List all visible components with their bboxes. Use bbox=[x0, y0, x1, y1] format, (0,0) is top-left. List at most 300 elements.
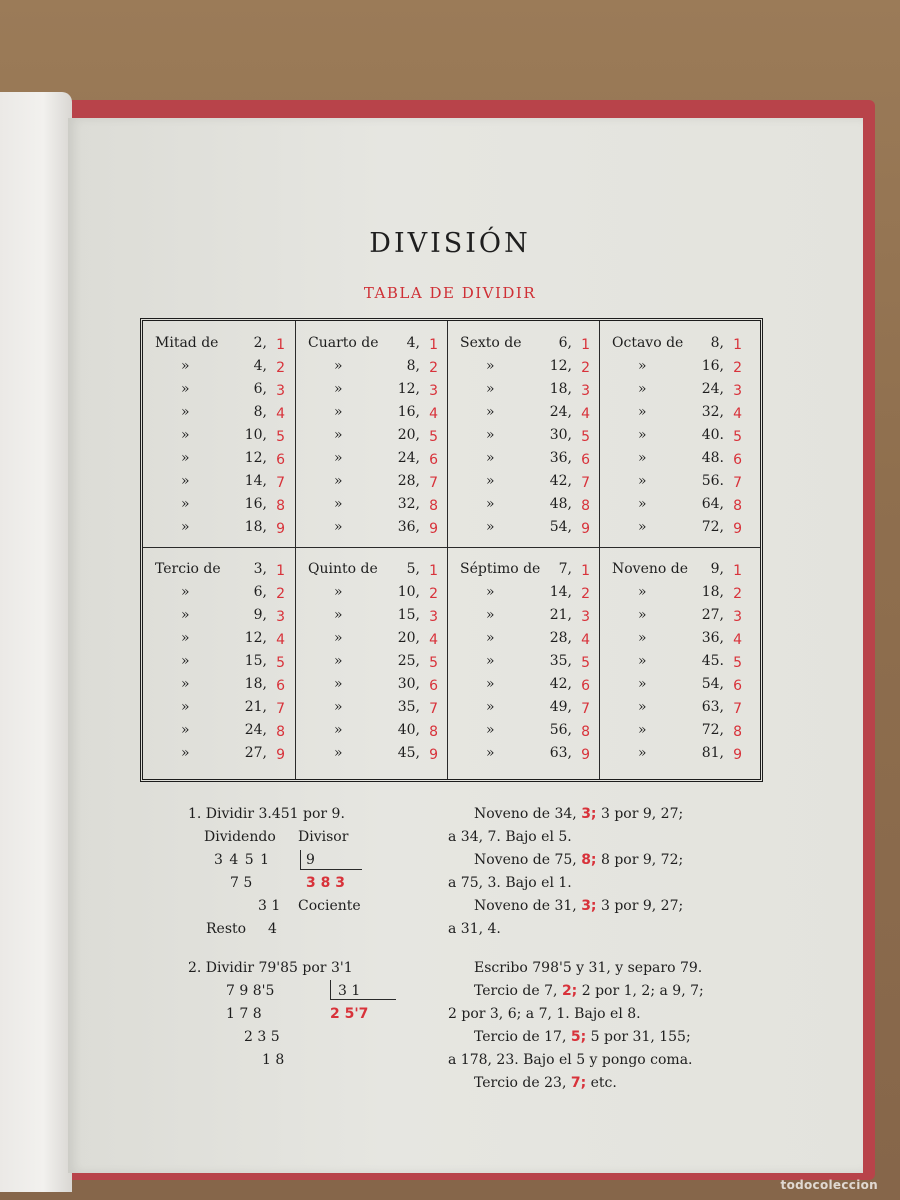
ditto-mark: » bbox=[181, 722, 190, 738]
ditto-mark: » bbox=[334, 745, 343, 761]
table-row bbox=[296, 519, 446, 543]
table-row bbox=[600, 561, 750, 585]
table-row bbox=[600, 630, 750, 654]
quotient-value: 7 bbox=[733, 475, 742, 491]
explanation-line bbox=[474, 1075, 617, 1091]
explanation-line bbox=[474, 806, 683, 822]
ditto-mark: » bbox=[638, 404, 647, 420]
table-row bbox=[143, 699, 293, 723]
table-row bbox=[143, 335, 293, 359]
explanation-text: Tercio de 17, bbox=[474, 1029, 567, 1045]
table-cell bbox=[600, 561, 750, 787]
table-row bbox=[600, 519, 750, 543]
quotient-value: 5 bbox=[429, 429, 438, 445]
ditto-mark: » bbox=[638, 699, 647, 715]
ditto-mark: » bbox=[181, 381, 190, 397]
explanation-line bbox=[474, 960, 702, 976]
example2-quotient: 2 5'7 bbox=[330, 1006, 369, 1022]
ditto-mark: » bbox=[181, 676, 190, 692]
dividend-value: 36, bbox=[701, 630, 724, 646]
table-row bbox=[448, 584, 598, 608]
quotient-value: 8 bbox=[429, 724, 438, 740]
explanation-quotient-digit: 3; bbox=[581, 898, 597, 914]
dividend-value: 8, bbox=[406, 358, 420, 374]
dividend-value: 18, bbox=[701, 584, 724, 600]
example2-dividend: 7 9 8'5 bbox=[226, 983, 275, 999]
ditto-mark: » bbox=[638, 653, 647, 669]
quotient-value: 7 bbox=[581, 701, 590, 717]
dividend-value: 63, bbox=[549, 745, 572, 761]
table-row bbox=[296, 699, 446, 723]
table-row bbox=[296, 496, 446, 520]
dividend-value: 27, bbox=[701, 607, 724, 623]
quotient-value: 2 bbox=[581, 360, 590, 376]
dividend-value: 27, bbox=[244, 745, 267, 761]
ditto-mark: » bbox=[181, 404, 190, 420]
ditto-mark: » bbox=[638, 722, 647, 738]
dividend-value: 30, bbox=[549, 427, 572, 443]
quotient-value: 6 bbox=[429, 452, 438, 468]
table-row bbox=[296, 722, 446, 746]
dividend-value: 42, bbox=[549, 473, 572, 489]
table-row bbox=[448, 519, 598, 543]
dividend-value: 7, bbox=[558, 561, 572, 577]
ditto-mark: » bbox=[486, 699, 495, 715]
table-row bbox=[600, 676, 750, 700]
explanation-text: Escribo 798'5 y 31, y separo 79. bbox=[474, 960, 703, 976]
table-row bbox=[143, 722, 293, 746]
ditto-mark: » bbox=[638, 519, 647, 535]
example1-divisor: 9 bbox=[306, 852, 315, 868]
dividend-value: 32, bbox=[701, 404, 724, 420]
explanation-line bbox=[474, 852, 683, 868]
dividend-value: 21, bbox=[549, 607, 572, 623]
dividend-value: 21, bbox=[244, 699, 267, 715]
table-row bbox=[143, 584, 293, 608]
dividendo-label: Dividendo bbox=[204, 829, 276, 845]
table-row bbox=[600, 381, 750, 405]
explanation-line bbox=[474, 983, 704, 999]
dividend-value: 54, bbox=[701, 676, 724, 692]
quotient-value: 9 bbox=[581, 521, 590, 537]
table-row bbox=[143, 745, 293, 769]
table-row bbox=[143, 404, 293, 428]
table-row bbox=[448, 473, 598, 497]
dividend-value: 72, bbox=[701, 519, 724, 535]
quotient-value: 3 bbox=[581, 383, 590, 399]
dividend-value: 45. bbox=[701, 653, 724, 669]
quotient-value: 1 bbox=[429, 563, 438, 579]
table-row bbox=[448, 607, 598, 631]
quotient-value: 9 bbox=[733, 521, 742, 537]
dividend-value: 54, bbox=[549, 519, 572, 535]
ditto-mark: » bbox=[486, 676, 495, 692]
quotient-value: 8 bbox=[429, 498, 438, 514]
table-row bbox=[296, 473, 446, 497]
ditto-mark: » bbox=[334, 584, 343, 600]
quotient-value: 6 bbox=[429, 678, 438, 694]
example1-dividend: 3 4 5 1 bbox=[214, 852, 270, 868]
table-cell-label: Mitad de bbox=[155, 335, 219, 351]
dividend-value: 32, bbox=[397, 496, 420, 512]
example2-divisor: 3 1 bbox=[338, 983, 361, 999]
table-row bbox=[448, 427, 598, 451]
table-row bbox=[296, 607, 446, 631]
ditto-mark: » bbox=[486, 584, 495, 600]
watermark-text: todocoleccion bbox=[780, 1178, 878, 1192]
quotient-value: 7 bbox=[429, 701, 438, 717]
example1-step1: 7 5 bbox=[230, 875, 253, 891]
explanation-text: Tercio de 7, bbox=[474, 983, 558, 999]
ditto-mark: » bbox=[334, 722, 343, 738]
example1-bracket-vertical bbox=[300, 850, 301, 870]
ditto-mark: » bbox=[638, 427, 647, 443]
ditto-mark: » bbox=[334, 607, 343, 623]
dividend-value: 3, bbox=[253, 561, 267, 577]
dividend-value: 14, bbox=[244, 473, 267, 489]
page-subtitle: TABLA DE DIVIDIR bbox=[363, 284, 537, 302]
table-cell-label: Séptimo de bbox=[460, 561, 541, 577]
table-row bbox=[143, 381, 293, 405]
explanation-line bbox=[474, 1029, 691, 1045]
ditto-mark: » bbox=[181, 630, 190, 646]
quotient-value: 8 bbox=[733, 724, 742, 740]
table-row bbox=[600, 404, 750, 428]
table-row bbox=[448, 630, 598, 654]
table-row bbox=[448, 699, 598, 723]
example2-bracket-horizontal bbox=[330, 999, 396, 1000]
example2-heading: 2. Dividir 79'85 por 3'1 bbox=[188, 960, 353, 976]
ditto-mark: » bbox=[486, 358, 495, 374]
quotient-value: 1 bbox=[276, 337, 285, 353]
ditto-mark: » bbox=[486, 607, 495, 623]
dividend-value: 25, bbox=[397, 653, 420, 669]
ditto-mark: » bbox=[638, 676, 647, 692]
explanation-quotient-digit: 3; bbox=[581, 806, 597, 822]
ditto-mark: » bbox=[486, 450, 495, 466]
ditto-mark: » bbox=[181, 745, 190, 761]
explanation-text: 2 por 1, 2; a 9, 7; bbox=[581, 983, 704, 999]
quotient-value: 9 bbox=[276, 521, 285, 537]
ditto-mark: » bbox=[181, 699, 190, 715]
ditto-mark: » bbox=[638, 745, 647, 761]
quotient-value: 2 bbox=[429, 586, 438, 602]
dividend-value: 40. bbox=[701, 427, 724, 443]
table-row bbox=[296, 335, 446, 359]
explanation-text: a 34, 7. Bajo el 5. bbox=[448, 829, 572, 845]
ditto-mark: » bbox=[486, 473, 495, 489]
quotient-value: 1 bbox=[429, 337, 438, 353]
explanation-text: 5 por 31, 155; bbox=[590, 1029, 691, 1045]
quotient-value: 8 bbox=[581, 498, 590, 514]
explanation-quotient-digit: 7; bbox=[570, 1075, 587, 1091]
ditto-mark: » bbox=[334, 676, 343, 692]
quotient-value: 9 bbox=[276, 747, 285, 763]
table-cell bbox=[296, 561, 446, 787]
quotient-value: 3 bbox=[276, 609, 285, 625]
quotient-value: 8 bbox=[733, 498, 742, 514]
divisor-label: Divisor bbox=[298, 829, 349, 845]
quotient-value: 5 bbox=[581, 655, 590, 671]
quotient-value: 2 bbox=[733, 586, 742, 602]
dividend-value: 64, bbox=[701, 496, 724, 512]
dividend-value: 6, bbox=[253, 584, 267, 600]
dividend-value: 28, bbox=[397, 473, 420, 489]
quotient-value: 7 bbox=[276, 475, 285, 491]
table-row bbox=[448, 358, 598, 382]
ditto-mark: » bbox=[638, 496, 647, 512]
dividend-value: 63, bbox=[701, 699, 724, 715]
table-row bbox=[143, 676, 293, 700]
dividend-value: 49, bbox=[549, 699, 572, 715]
example1-heading: 1. Dividir 3.451 por 9. bbox=[188, 806, 345, 822]
dividend-value: 12, bbox=[549, 358, 572, 374]
dividend-value: 40, bbox=[397, 722, 420, 738]
ditto-mark: » bbox=[334, 519, 343, 535]
quotient-value: 3 bbox=[581, 609, 590, 625]
ditto-mark: » bbox=[486, 404, 495, 420]
quotient-value: 6 bbox=[733, 678, 742, 694]
quotient-value: 8 bbox=[581, 724, 590, 740]
ditto-mark: » bbox=[181, 496, 190, 512]
quotient-value: 4 bbox=[733, 632, 742, 648]
quotient-value: 2 bbox=[276, 586, 285, 602]
ditto-mark: » bbox=[638, 630, 647, 646]
table-cell-label: Octavo de bbox=[612, 335, 684, 351]
ditto-mark: » bbox=[486, 519, 495, 535]
quotient-value: 1 bbox=[581, 563, 590, 579]
ditto-mark: » bbox=[638, 450, 647, 466]
ditto-mark: » bbox=[181, 584, 190, 600]
resto-label: Resto bbox=[206, 921, 247, 937]
dividend-value: 14, bbox=[549, 584, 572, 600]
quotient-value: 7 bbox=[429, 475, 438, 491]
table-row bbox=[143, 358, 293, 382]
explanation-text: a 75, 3. Bajo el 1. bbox=[448, 875, 572, 891]
table-row bbox=[600, 335, 750, 359]
table-cell-label: Quinto de bbox=[308, 561, 378, 577]
cociente-label: Cociente bbox=[298, 898, 361, 914]
explanation-text: Noveno de 34, bbox=[474, 806, 577, 822]
dividend-value: 12, bbox=[397, 381, 420, 397]
quotient-value: 6 bbox=[276, 678, 285, 694]
quotient-value: 3 bbox=[429, 383, 438, 399]
table-row bbox=[296, 561, 446, 585]
quotient-value: 7 bbox=[581, 475, 590, 491]
quotient-value: 1 bbox=[276, 563, 285, 579]
explanation-line bbox=[448, 1006, 641, 1022]
table-row bbox=[600, 699, 750, 723]
table-cell bbox=[600, 335, 750, 561]
ditto-mark: » bbox=[181, 653, 190, 669]
ditto-mark: » bbox=[334, 404, 343, 420]
ditto-mark: » bbox=[638, 381, 647, 397]
quotient-value: 5 bbox=[733, 429, 742, 445]
quotient-value: 4 bbox=[429, 406, 438, 422]
dividend-value: 20, bbox=[397, 427, 420, 443]
example1-quotient: 3 8 3 bbox=[306, 875, 345, 891]
explanation-text: Noveno de 75, bbox=[474, 852, 577, 868]
dividend-value: 24, bbox=[701, 381, 724, 397]
table-cell-label: Cuarto de bbox=[308, 335, 379, 351]
table-row bbox=[296, 653, 446, 677]
example1-step2: 3 1 bbox=[258, 898, 281, 914]
dividend-value: 9, bbox=[710, 561, 724, 577]
dividend-value: 24, bbox=[244, 722, 267, 738]
table-row bbox=[296, 630, 446, 654]
page-title: DIVISIÓN bbox=[369, 228, 531, 259]
table-row bbox=[600, 427, 750, 451]
table-row bbox=[143, 450, 293, 474]
table-cell-label: Tercio de bbox=[155, 561, 221, 577]
ditto-mark: » bbox=[486, 653, 495, 669]
dividend-value: 16, bbox=[701, 358, 724, 374]
dividend-value: 12, bbox=[244, 630, 267, 646]
table-row bbox=[448, 404, 598, 428]
table-row bbox=[448, 722, 598, 746]
quotient-value: 4 bbox=[276, 632, 285, 648]
quotient-value: 3 bbox=[276, 383, 285, 399]
quotient-value: 9 bbox=[429, 747, 438, 763]
explanation-quotient-digit: 5; bbox=[570, 1029, 587, 1045]
table-row bbox=[143, 473, 293, 497]
dividend-value: 42, bbox=[549, 676, 572, 692]
quotient-value: 4 bbox=[429, 632, 438, 648]
ditto-mark: » bbox=[638, 584, 647, 600]
ditto-mark: » bbox=[334, 699, 343, 715]
ditto-mark: » bbox=[334, 381, 343, 397]
explanation-text: 8 por 9, 72; bbox=[600, 852, 684, 868]
table-row bbox=[143, 607, 293, 631]
ditto-mark: » bbox=[334, 358, 343, 374]
dividend-value: 16, bbox=[397, 404, 420, 420]
quotient-value: 6 bbox=[581, 678, 590, 694]
quotient-value: 6 bbox=[276, 452, 285, 468]
quotient-value: 6 bbox=[733, 452, 742, 468]
dividend-value: 4, bbox=[253, 358, 267, 374]
table-cell bbox=[448, 335, 598, 561]
table-row bbox=[600, 358, 750, 382]
dividend-value: 20, bbox=[397, 630, 420, 646]
quotient-value: 4 bbox=[581, 632, 590, 648]
dividend-value: 10, bbox=[244, 427, 267, 443]
explanation-line bbox=[448, 875, 572, 891]
quotient-value: 1 bbox=[733, 563, 742, 579]
quotient-value: 5 bbox=[733, 655, 742, 671]
quotient-value: 3 bbox=[429, 609, 438, 625]
ditto-mark: » bbox=[486, 722, 495, 738]
dividend-value: 9, bbox=[253, 607, 267, 623]
dividend-value: 15, bbox=[397, 607, 420, 623]
ditto-mark: » bbox=[181, 473, 190, 489]
table-row bbox=[143, 519, 293, 543]
ditto-mark: » bbox=[638, 358, 647, 374]
quotient-value: 4 bbox=[581, 406, 590, 422]
table-row bbox=[600, 722, 750, 746]
dividend-value: 81, bbox=[701, 745, 724, 761]
quotient-value: 2 bbox=[581, 586, 590, 602]
explanation-line bbox=[448, 1052, 693, 1068]
ditto-mark: » bbox=[181, 607, 190, 623]
ditto-mark: » bbox=[181, 450, 190, 466]
table-cell bbox=[143, 561, 293, 787]
table-row bbox=[448, 450, 598, 474]
ditto-mark: » bbox=[486, 427, 495, 443]
ditto-mark: » bbox=[334, 473, 343, 489]
dividend-value: 18, bbox=[549, 381, 572, 397]
table-row bbox=[143, 561, 293, 585]
explanation-text: Tercio de 23, bbox=[474, 1075, 567, 1091]
explanation-quotient-digit: 2; bbox=[561, 983, 578, 999]
ditto-mark: » bbox=[486, 745, 495, 761]
quotient-value: 7 bbox=[276, 701, 285, 717]
dividend-value: 36, bbox=[397, 519, 420, 535]
table-row bbox=[296, 358, 446, 382]
ditto-mark: » bbox=[486, 496, 495, 512]
table-row bbox=[600, 450, 750, 474]
ditto-mark: » bbox=[181, 519, 190, 535]
table-cell bbox=[296, 335, 446, 561]
explanation-text: a 31, 4. bbox=[448, 921, 501, 937]
table-row bbox=[448, 561, 598, 585]
example1-bracket-horizontal bbox=[300, 869, 362, 870]
quotient-value: 6 bbox=[581, 452, 590, 468]
table-row bbox=[296, 584, 446, 608]
ditto-mark: » bbox=[181, 358, 190, 374]
explanation-quotient-digit: 8; bbox=[581, 852, 597, 868]
table-cell-label: Sexto de bbox=[460, 335, 522, 351]
dividend-value: 35, bbox=[397, 699, 420, 715]
explanation-text: 3 por 9, 27; bbox=[600, 898, 684, 914]
quotient-value: 1 bbox=[733, 337, 742, 353]
quotient-value: 2 bbox=[733, 360, 742, 376]
table-row bbox=[296, 745, 446, 769]
dividend-value: 48, bbox=[549, 496, 572, 512]
dividend-value: 6, bbox=[558, 335, 572, 351]
quotient-value: 2 bbox=[429, 360, 438, 376]
ditto-mark: » bbox=[334, 496, 343, 512]
division-table bbox=[140, 318, 763, 782]
explanation-text: 2 por 3, 6; a 7, 1. Bajo el 8. bbox=[448, 1006, 641, 1022]
table-row bbox=[143, 496, 293, 520]
dividend-value: 30, bbox=[397, 676, 420, 692]
dividend-value: 6, bbox=[253, 381, 267, 397]
quotient-value: 3 bbox=[733, 383, 742, 399]
table-row bbox=[143, 427, 293, 451]
ditto-mark: » bbox=[334, 427, 343, 443]
example1-resto: 4 bbox=[268, 921, 277, 937]
ditto-mark: » bbox=[638, 607, 647, 623]
example2-step3: 1 8 bbox=[262, 1052, 285, 1068]
ditto-mark: » bbox=[486, 630, 495, 646]
table-row bbox=[600, 653, 750, 677]
quotient-value: 5 bbox=[581, 429, 590, 445]
explanation-text: Noveno de 31, bbox=[474, 898, 577, 914]
dividend-value: 24, bbox=[549, 404, 572, 420]
quotient-value: 8 bbox=[276, 724, 285, 740]
table-row bbox=[143, 630, 293, 654]
table-row bbox=[448, 381, 598, 405]
example2-bracket-vertical bbox=[330, 980, 331, 1000]
table-row bbox=[296, 427, 446, 451]
quotient-value: 9 bbox=[733, 747, 742, 763]
dividend-value: 15, bbox=[244, 653, 267, 669]
quotient-value: 5 bbox=[276, 655, 285, 671]
dividend-value: 8, bbox=[253, 404, 267, 420]
quotient-value: 8 bbox=[276, 498, 285, 514]
dividend-value: 48. bbox=[701, 450, 724, 466]
dividend-value: 10, bbox=[397, 584, 420, 600]
